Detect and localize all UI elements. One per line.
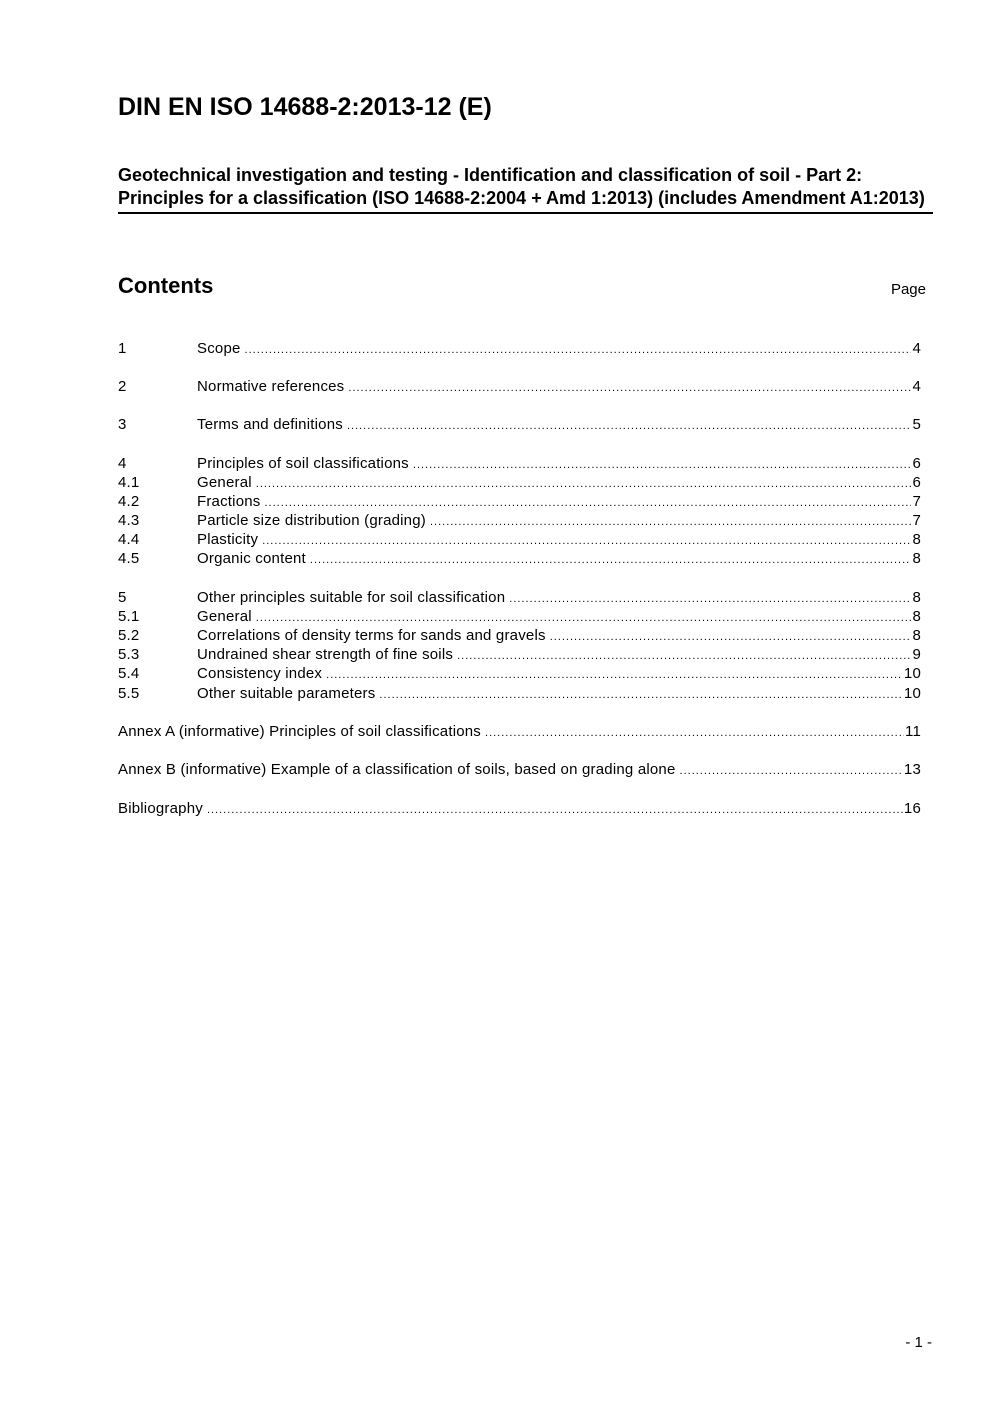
toc-entry-title: Undrained shear strength of fine soils [197,646,454,663]
toc-entry-page: 7 [912,493,921,510]
toc-dot-leader [485,724,904,743]
toc-entry-plasticity[interactable] [118,530,921,549]
toc-entry-title: Correlations of density terms for sands and gravels [197,627,546,644]
toc-entry-normative-references[interactable] [118,377,921,396]
toc-entry-number: 4.5 [118,550,140,567]
toc-entry-correlations-of-density[interactable] [118,626,921,645]
toc-entry-consistency-index[interactable] [118,664,921,683]
toc-entry-other-suitable-parameters[interactable] [118,684,921,703]
toc-entry-title: Terms and definitions [197,416,343,433]
toc-entry-scope[interactable] [118,339,921,358]
toc-entry-other-principles[interactable] [118,588,921,607]
toc-entry-bibliography[interactable] [118,799,921,818]
toc-entry-annex-a[interactable] [118,722,921,741]
toc-entry-number: 4.2 [118,493,140,510]
toc-dot-leader [379,686,902,705]
toc-dot-leader [348,379,911,398]
toc-entry-page: 8 [912,589,921,606]
toc-entry-number: 5.5 [118,685,140,702]
toc-entry-page: 5 [912,416,921,433]
toc-dot-leader [245,341,912,360]
toc-entry-page: 13 [903,761,921,778]
document-subtitle: Geotechnical investigation and testing - Identification and classification of soil - Part 2: Principles for a classification (ISO 14688-2:2004 + Amd 1:2013) (includes Amendment A1:2013) [118,164,933,214]
toc-entry-page: 8 [912,550,921,567]
toc-entry-page: 6 [912,474,921,491]
toc-entry-title: General [197,474,252,491]
toc-entry-title: Fractions [197,493,261,510]
toc-entry-title: Bibliography [118,800,203,817]
toc-entry-page: 10 [903,685,921,702]
toc-entry-title: Annex B (informative) Example of a classification of soils, based on grading alone [118,761,676,778]
toc-entry-number: 3 [118,416,127,433]
toc-entry-annex-b[interactable] [118,760,921,779]
toc-dot-leader [347,417,912,436]
toc-entry-page: 8 [912,627,921,644]
toc-entry-title: General [197,608,252,625]
contents-heading: Contents [118,273,214,298]
toc-entry-title: Annex A (informative) Principles of soil classifications [118,723,482,740]
toc-dot-leader [207,801,903,820]
toc-entry-number: 4 [118,455,127,472]
toc-entry-principles-of-soil-classifications[interactable] [118,454,921,473]
toc-entry-page: 8 [912,531,921,548]
toc-dot-leader [680,762,903,781]
toc-entry-title: Principles of soil classifications [197,455,409,472]
toc-entry-number: 4.1 [118,474,140,491]
toc-entry-title: Plasticity [197,531,259,548]
toc-entry-number: 5.3 [118,646,140,663]
toc-entry-title: Consistency index [197,665,323,682]
page-column-heading: Page [890,281,926,298]
toc-entry-page: 10 [903,665,921,682]
toc-entry-page: 16 [903,800,921,817]
toc-dot-leader [326,666,903,685]
toc-entry-title: Other principles suitable for soil classification [197,589,506,606]
toc-entry-title: Other suitable parameters [197,685,376,702]
toc-entry-page: 8 [912,608,921,625]
toc-dot-leader [310,551,912,570]
toc-entry-organic-content[interactable] [118,549,921,568]
toc-entry-page: 9 [912,646,921,663]
toc-entry-title: Normative references [197,378,345,395]
toc-entry-page: 11 [905,723,921,740]
toc-entry-number: 5.2 [118,627,140,644]
toc-entry-page: 7 [912,512,921,529]
table-of-contents [118,0,921,1403]
toc-entry-title: Particle size distribution (grading) [197,512,426,529]
toc-entry-page: 6 [912,455,921,472]
document-title: DIN EN ISO 14688-2:2013-12 (E) [118,93,492,121]
toc-entry-fractions[interactable] [118,492,921,511]
toc-entry-page: 4 [912,340,921,357]
toc-entry-number: 5 [118,589,127,606]
toc-entry-4-1-general[interactable] [118,473,921,492]
toc-entry-number: 1 [118,340,127,357]
toc-entry-page: 4 [912,378,921,395]
toc-entry-title: Scope [197,340,241,357]
toc-entry-number: 5.1 [118,608,140,625]
toc-entry-number: 4.4 [118,531,140,548]
footer-page-number: - 1 - [905,1334,932,1351]
toc-entry-terms-and-definitions[interactable] [118,415,921,434]
toc-entry-particle-size-distribution[interactable] [118,511,921,530]
toc-entry-title: Organic content [197,550,306,567]
toc-entry-5-1-general[interactable] [118,607,921,626]
toc-entry-number: 5.4 [118,665,140,682]
toc-entry-undrained-shear-strength[interactable] [118,645,921,664]
toc-entry-number: 4.3 [118,512,140,529]
toc-entry-number: 2 [118,378,127,395]
